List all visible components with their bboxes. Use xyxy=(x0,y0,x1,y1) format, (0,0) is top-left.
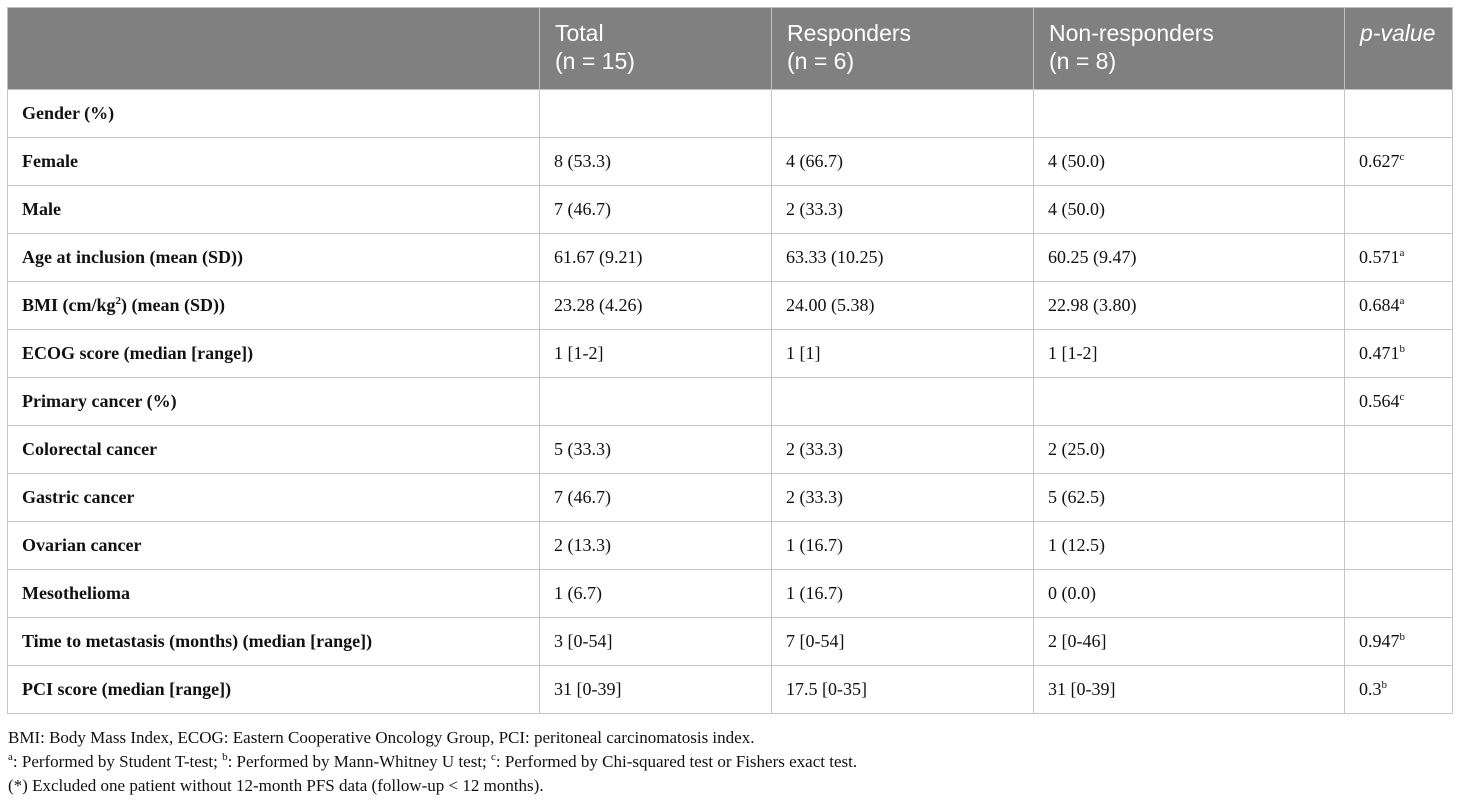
cell-pvalue xyxy=(1345,666,1453,714)
cell-responders: 1 [1] xyxy=(772,330,1034,378)
cell-total: 31 [0-39] xyxy=(540,666,772,714)
footnote-marker-a: a xyxy=(8,751,13,763)
table-row xyxy=(8,522,1453,570)
cell-responders: 17.5 [0-35] xyxy=(772,666,1034,714)
cell-pvalue xyxy=(1345,474,1453,522)
row-label: Mesothelioma xyxy=(8,570,540,618)
pvalue-test-marker: b xyxy=(1381,679,1387,691)
header-responders-count: (n = 6) xyxy=(787,48,855,74)
cell-total: 1 [1-2] xyxy=(540,330,772,378)
cell-nonresponders: 1 [1-2] xyxy=(1034,330,1345,378)
row-label: Colorectal cancer xyxy=(8,426,540,474)
cell-responders xyxy=(772,90,1034,138)
header-row xyxy=(8,8,1453,90)
cell-total xyxy=(540,90,772,138)
pvalue-test-marker: b xyxy=(1399,343,1405,355)
table-row xyxy=(8,474,1453,522)
cell-total xyxy=(540,378,772,426)
pvalue: 0.564 xyxy=(1359,391,1400,411)
cell-total: 8 (53.3) xyxy=(540,138,772,186)
cell-pvalue xyxy=(1345,378,1453,426)
header-nonresponders-count: (n = 8) xyxy=(1049,48,1117,74)
cell-total: 7 (46.7) xyxy=(540,186,772,234)
footnote-statistical-tests xyxy=(8,750,1448,774)
pvalue: 0.947 xyxy=(1359,631,1400,651)
row-label: Male xyxy=(8,186,540,234)
cell-nonresponders: 2 (25.0) xyxy=(1034,426,1345,474)
row-label: Time to metastasis (months) (median [range]) xyxy=(8,618,540,666)
cell-responders: 2 (33.3) xyxy=(772,186,1034,234)
cell-responders xyxy=(772,378,1034,426)
cell-pvalue xyxy=(1345,330,1453,378)
table-row xyxy=(8,186,1453,234)
row-label-text: BMI (cm/kg xyxy=(22,295,116,315)
cell-pvalue xyxy=(1345,570,1453,618)
pvalue-test-marker: a xyxy=(1399,295,1405,307)
header-label-cell xyxy=(8,8,540,90)
table-row xyxy=(8,90,1453,138)
cell-nonresponders: 31 [0-39] xyxy=(1034,666,1345,714)
cell-nonresponders xyxy=(1034,90,1345,138)
table-row xyxy=(8,282,1453,330)
row-label: Age at inclusion (mean (SD)) xyxy=(8,234,540,282)
table-row xyxy=(8,330,1453,378)
pvalue-test-marker: c xyxy=(1399,151,1405,163)
header-nonresponders-title: Non-responders xyxy=(1049,20,1214,46)
footnote-text-c: : Performed by Chi-squared test or Fishers exact test. xyxy=(495,752,858,771)
table-row xyxy=(8,666,1453,714)
cell-responders: 2 (33.3) xyxy=(772,426,1034,474)
row-label: Primary cancer (%) xyxy=(8,378,540,426)
cell-pvalue xyxy=(1345,522,1453,570)
cell-total: 2 (13.3) xyxy=(540,522,772,570)
header-total-count: (n = 15) xyxy=(555,48,635,74)
table-row xyxy=(8,426,1453,474)
cell-nonresponders xyxy=(1034,378,1345,426)
cell-nonresponders: 60.25 (9.47) xyxy=(1034,234,1345,282)
footnote-marker-c: c xyxy=(491,751,496,763)
header-total xyxy=(540,8,772,90)
row-label: PCI score (median [range]) xyxy=(8,666,540,714)
row-label-text: ) (mean (SD)) xyxy=(121,295,225,315)
row-label: Ovarian cancer xyxy=(8,522,540,570)
row-label: Gastric cancer xyxy=(8,474,540,522)
cell-pvalue xyxy=(1345,138,1453,186)
cell-pvalue xyxy=(1345,426,1453,474)
cell-nonresponders: 2 [0-46] xyxy=(1034,618,1345,666)
table-row xyxy=(8,378,1453,426)
header-pvalue-title: p-value xyxy=(1360,20,1436,46)
cell-total: 3 [0-54] xyxy=(540,618,772,666)
row-label xyxy=(8,282,540,330)
pvalue: 0.684 xyxy=(1359,295,1400,315)
header-pvalue xyxy=(1345,8,1453,90)
cell-total: 7 (46.7) xyxy=(540,474,772,522)
footnote-exclusion: (*) Excluded one patient without 12-month PFS data (follow-up < 12 months). xyxy=(8,776,544,795)
cell-nonresponders: 22.98 (3.80) xyxy=(1034,282,1345,330)
cell-pvalue xyxy=(1345,186,1453,234)
table-row xyxy=(8,618,1453,666)
cell-pvalue xyxy=(1345,618,1453,666)
table-footnotes xyxy=(8,726,1448,798)
pvalue: 0.3 xyxy=(1359,679,1382,699)
table-container xyxy=(7,7,1452,714)
row-label: Female xyxy=(8,138,540,186)
pvalue-test-marker: a xyxy=(1399,247,1405,259)
header-responders-title: Responders xyxy=(787,20,912,46)
table-row xyxy=(8,570,1453,618)
footnote-text-a: : Performed by Student T-test; xyxy=(12,752,223,771)
cell-nonresponders: 4 (50.0) xyxy=(1034,138,1345,186)
squared-superscript: 2 xyxy=(115,295,121,307)
cell-responders: 63.33 (10.25) xyxy=(772,234,1034,282)
cell-responders: 7 [0-54] xyxy=(772,618,1034,666)
cell-nonresponders: 4 (50.0) xyxy=(1034,186,1345,234)
row-label: Gender (%) xyxy=(8,90,540,138)
cell-responders: 4 (66.7) xyxy=(772,138,1034,186)
cell-total: 1 (6.7) xyxy=(540,570,772,618)
pvalue-test-marker: c xyxy=(1399,391,1405,403)
table-row xyxy=(8,138,1453,186)
cell-nonresponders: 5 (62.5) xyxy=(1034,474,1345,522)
pvalue: 0.471 xyxy=(1359,343,1400,363)
pvalue: 0.571 xyxy=(1359,247,1400,267)
cell-pvalue xyxy=(1345,282,1453,330)
footnote-text-b: : Performed by Mann-Whitney U test; xyxy=(227,752,492,771)
cell-nonresponders: 0 (0.0) xyxy=(1034,570,1345,618)
cell-nonresponders: 1 (12.5) xyxy=(1034,522,1345,570)
footnote-marker-b: b xyxy=(222,751,228,763)
row-label: ECOG score (median [range]) xyxy=(8,330,540,378)
cell-responders: 1 (16.7) xyxy=(772,570,1034,618)
pvalue-test-marker: b xyxy=(1399,631,1405,643)
header-responders xyxy=(772,8,1034,90)
pvalue: 0.627 xyxy=(1359,151,1400,171)
header-total-title: Total xyxy=(555,20,604,46)
table-row xyxy=(8,234,1453,282)
cell-responders: 24.00 (5.38) xyxy=(772,282,1034,330)
cell-total: 23.28 (4.26) xyxy=(540,282,772,330)
cell-responders: 2 (33.3) xyxy=(772,474,1034,522)
header-nonresponders xyxy=(1034,8,1345,90)
patient-characteristics-table xyxy=(7,7,1453,714)
cell-pvalue xyxy=(1345,234,1453,282)
cell-total: 5 (33.3) xyxy=(540,426,772,474)
cell-total: 61.67 (9.21) xyxy=(540,234,772,282)
cell-pvalue xyxy=(1345,90,1453,138)
cell-responders: 1 (16.7) xyxy=(772,522,1034,570)
footnote-abbreviations: BMI: Body Mass Index, ECOG: Eastern Cooperative Oncology Group, PCI: peritoneal carcinomatosis index. xyxy=(8,728,755,747)
